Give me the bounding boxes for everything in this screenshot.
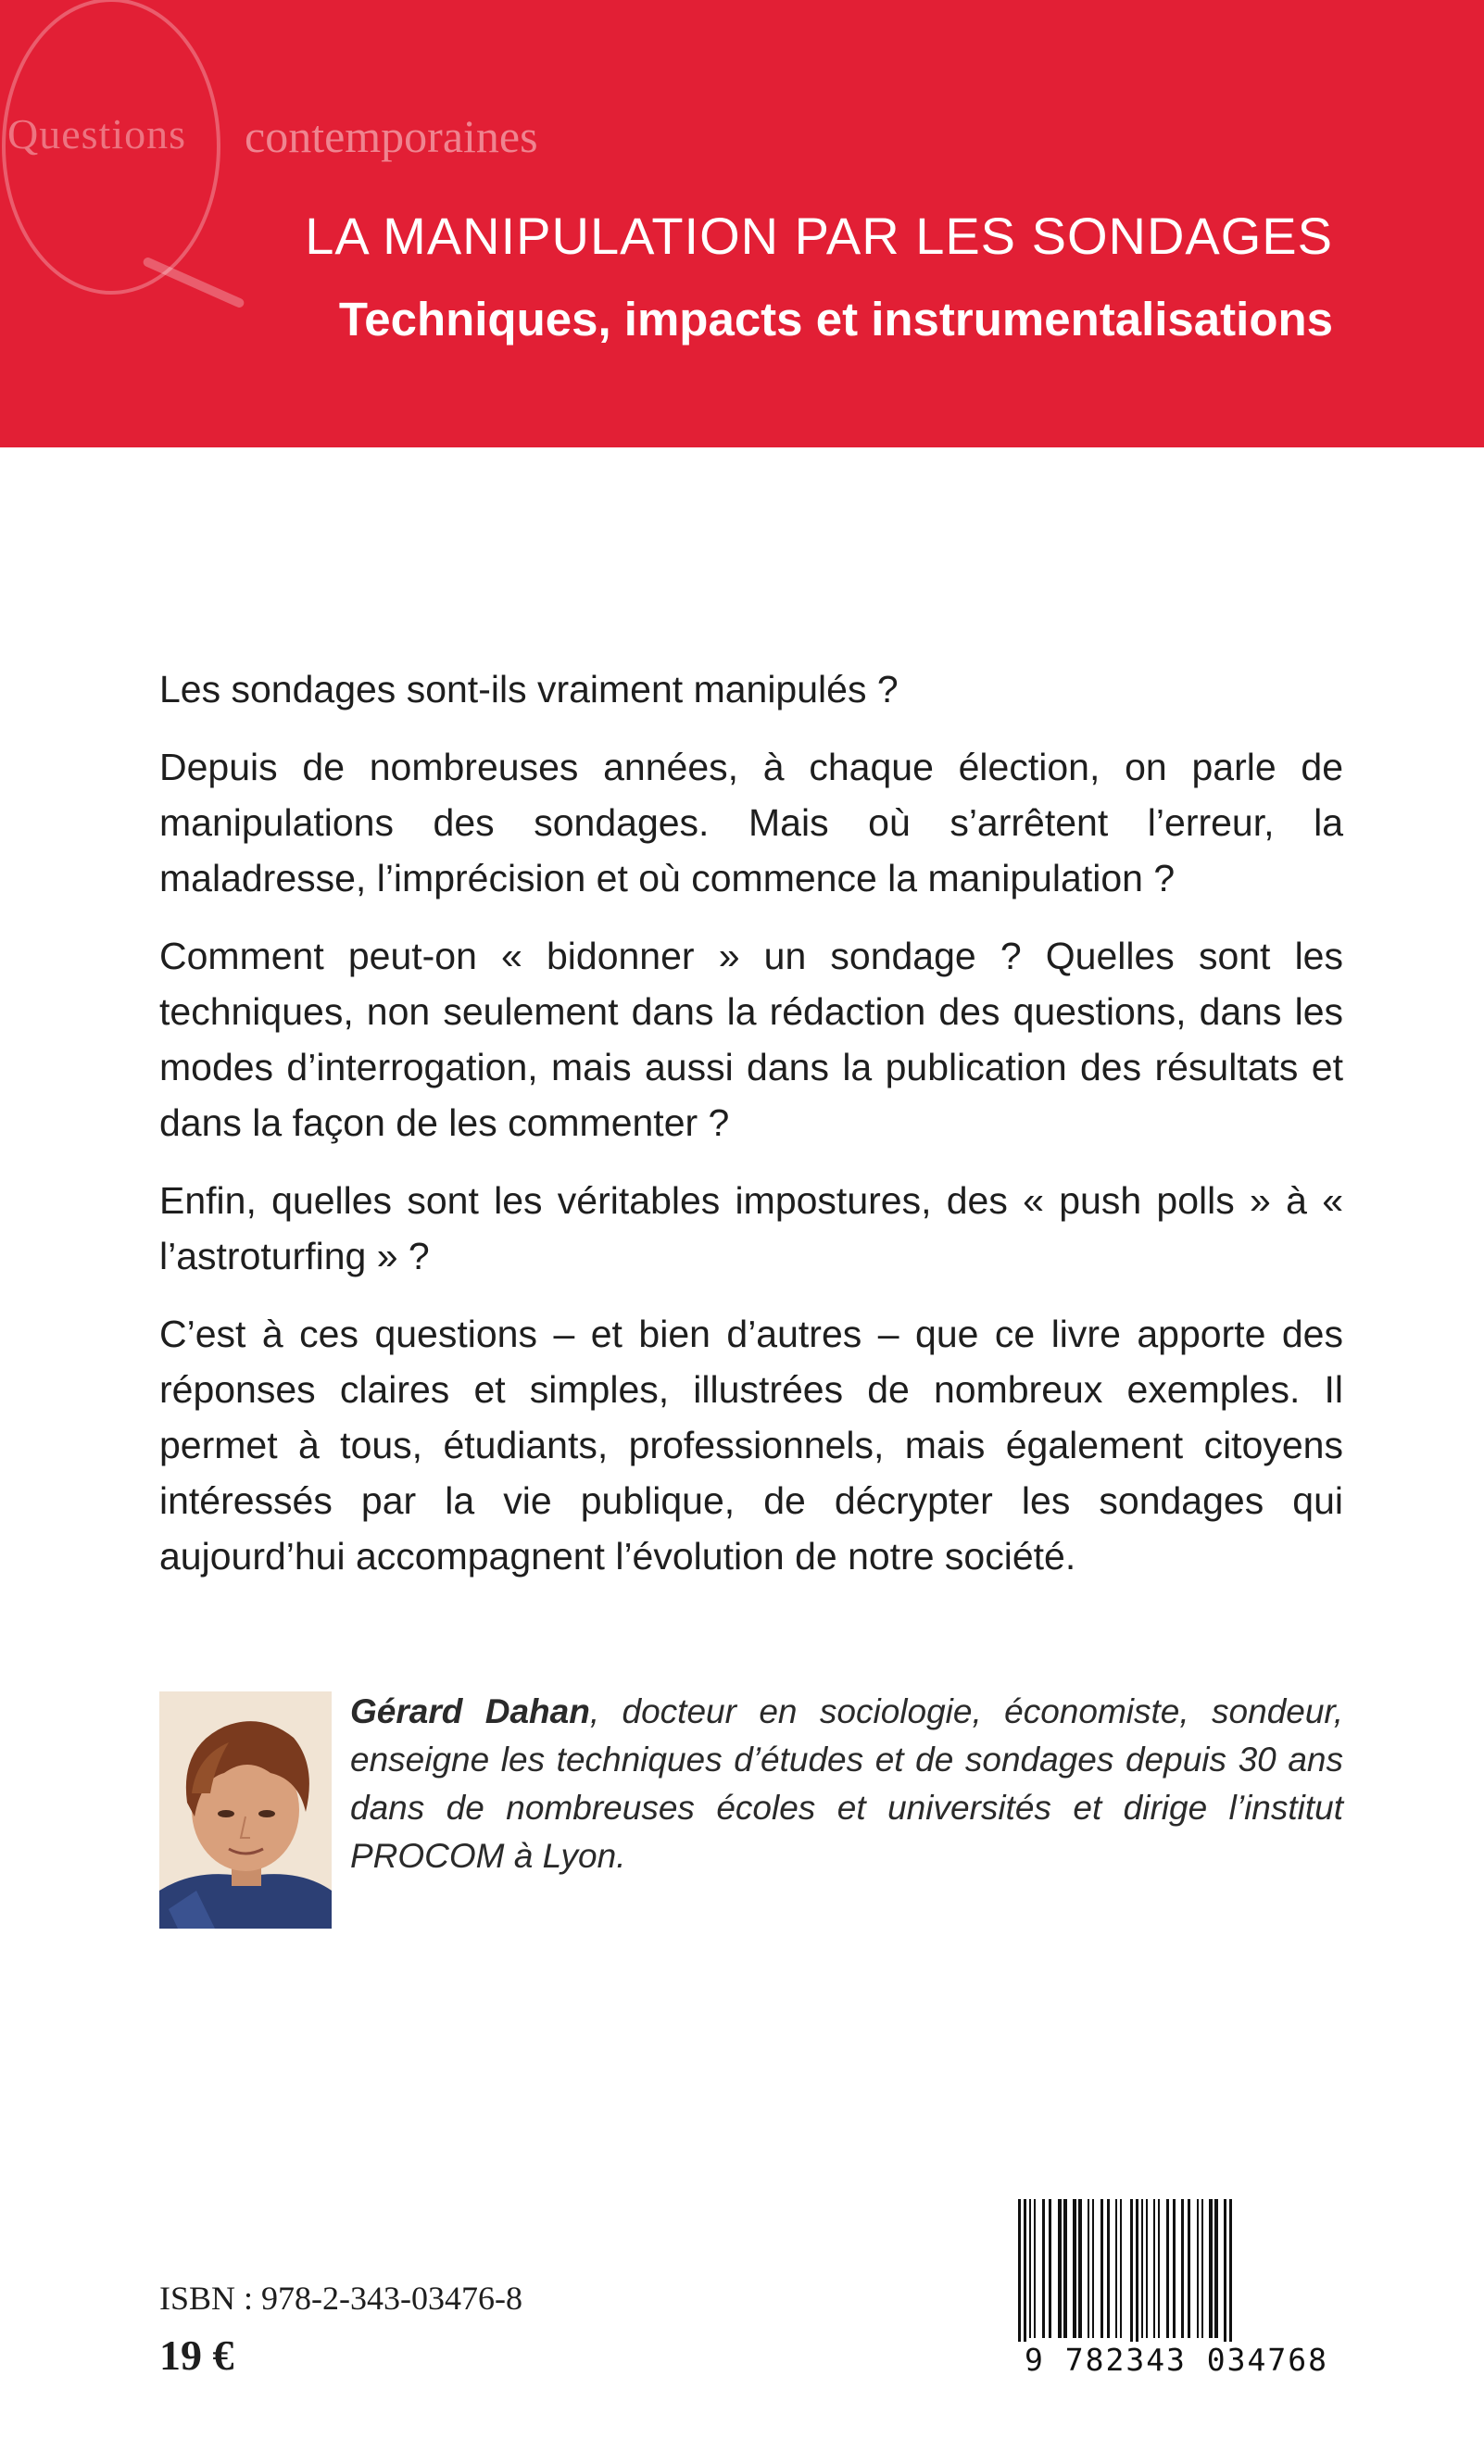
book-title: LA MANIPULATION PAR LES SONDAGES xyxy=(305,207,1333,265)
barcode-bar xyxy=(1120,2199,1122,2338)
barcode-bar xyxy=(1153,2199,1155,2338)
author-photo xyxy=(159,1691,332,1929)
barcode-bar xyxy=(1201,2199,1203,2338)
book-subtitle: Techniques, impacts et instrumentalisations xyxy=(338,293,1333,346)
barcode-bar xyxy=(1024,2199,1026,2362)
barcode-bars xyxy=(1018,2199,1232,2362)
barcode-bar xyxy=(1141,2199,1143,2338)
blurb-paragraph: Les sondages sont-ils vraiment manipulés ? xyxy=(159,668,899,710)
barcode-bar xyxy=(1078,2199,1082,2338)
blurb-paragraph: Depuis de nombreuses années, à chaque élection, on parle de manipulations des sondages. Mais où s’arrêtent l’erreur, la maladresse, l’imprécision et où commence la manipulation ? xyxy=(159,746,1343,899)
barcode-bar xyxy=(1107,2199,1110,2338)
barcode-bar xyxy=(1188,2199,1190,2338)
collection-name: contemporaines xyxy=(245,110,538,162)
blurb-paragraph: Enfin, quelles sont les véritables impostures, des « push polls » à « l’astroturfing » ? xyxy=(159,1179,1343,1277)
barcode-bar xyxy=(1146,2199,1148,2338)
barcode-bar xyxy=(1058,2199,1062,2338)
barcode-digits: 9 782343 034768 xyxy=(1014,2342,1339,2378)
back-cover-blurb xyxy=(159,661,1343,1606)
collection-logo-q-tail xyxy=(142,256,245,308)
blurb-paragraph: Comment peut-on « bidonner » un sondage ? Quelles sont les techniques, non seulement dans la rédaction des questions, dans les modes d’interrogation, mais aussi dans la publication des résultats et dans la façon de les commenter ? xyxy=(159,935,1343,1144)
barcode-bar xyxy=(1088,2199,1089,2338)
barcode-bar xyxy=(1166,2199,1169,2338)
price: 19 € xyxy=(159,2332,234,2379)
barcode-bar xyxy=(1173,2199,1176,2338)
barcode-bar xyxy=(1197,2199,1199,2338)
barcode-bar xyxy=(1224,2199,1226,2362)
barcode-bar xyxy=(1029,2199,1031,2338)
barcode-bar xyxy=(1214,2199,1218,2338)
barcode-bar xyxy=(1130,2199,1133,2362)
author-name: Gérard Dahan xyxy=(350,1692,590,1730)
barcode-bar xyxy=(1049,2199,1051,2338)
barcode-bar xyxy=(1181,2199,1184,2338)
barcode-bar xyxy=(1100,2199,1103,2338)
author-bio xyxy=(350,1688,1343,1880)
barcode-bar xyxy=(1063,2199,1067,2338)
blurb-paragraph: C’est à ces questions – et bien d’autres – que ce livre apporte des réponses claires et simples, illustrées de nombreux exemples. Il permet à tous, étudiants, professionnels, mais également citoyens intéressés par la vie publique, de décrypter les sondages qui aujourd’hui accompagnent l’évolution de notre société. xyxy=(159,1313,1343,1578)
barcode-bar xyxy=(1136,2199,1138,2362)
barcode-bar xyxy=(1115,2199,1117,2338)
cover-header-band xyxy=(0,0,1484,447)
barcode-bar xyxy=(1229,2199,1232,2362)
author-bio-text: , docteur en sociologie, économiste, sondeur, enseigne les techniques d’études et de sondages depuis 30 ans dans de nombreuses écoles et universités et dirige l’institut PROCOM à Lyon. xyxy=(350,1692,1343,1875)
barcode-bar xyxy=(1092,2199,1094,2338)
barcode-bar xyxy=(1158,2199,1160,2338)
barcode-bar xyxy=(1042,2199,1045,2338)
isbn: ISBN : 978-2-343-03476-8 xyxy=(159,2280,522,2317)
barcode-bar xyxy=(1018,2199,1021,2362)
collection-prefix: Questions xyxy=(7,110,186,157)
barcode-bar xyxy=(1034,2199,1036,2338)
barcode-bar xyxy=(1073,2199,1076,2338)
author-portrait-illustration xyxy=(159,1691,332,1929)
barcode-bar xyxy=(1209,2199,1213,2338)
